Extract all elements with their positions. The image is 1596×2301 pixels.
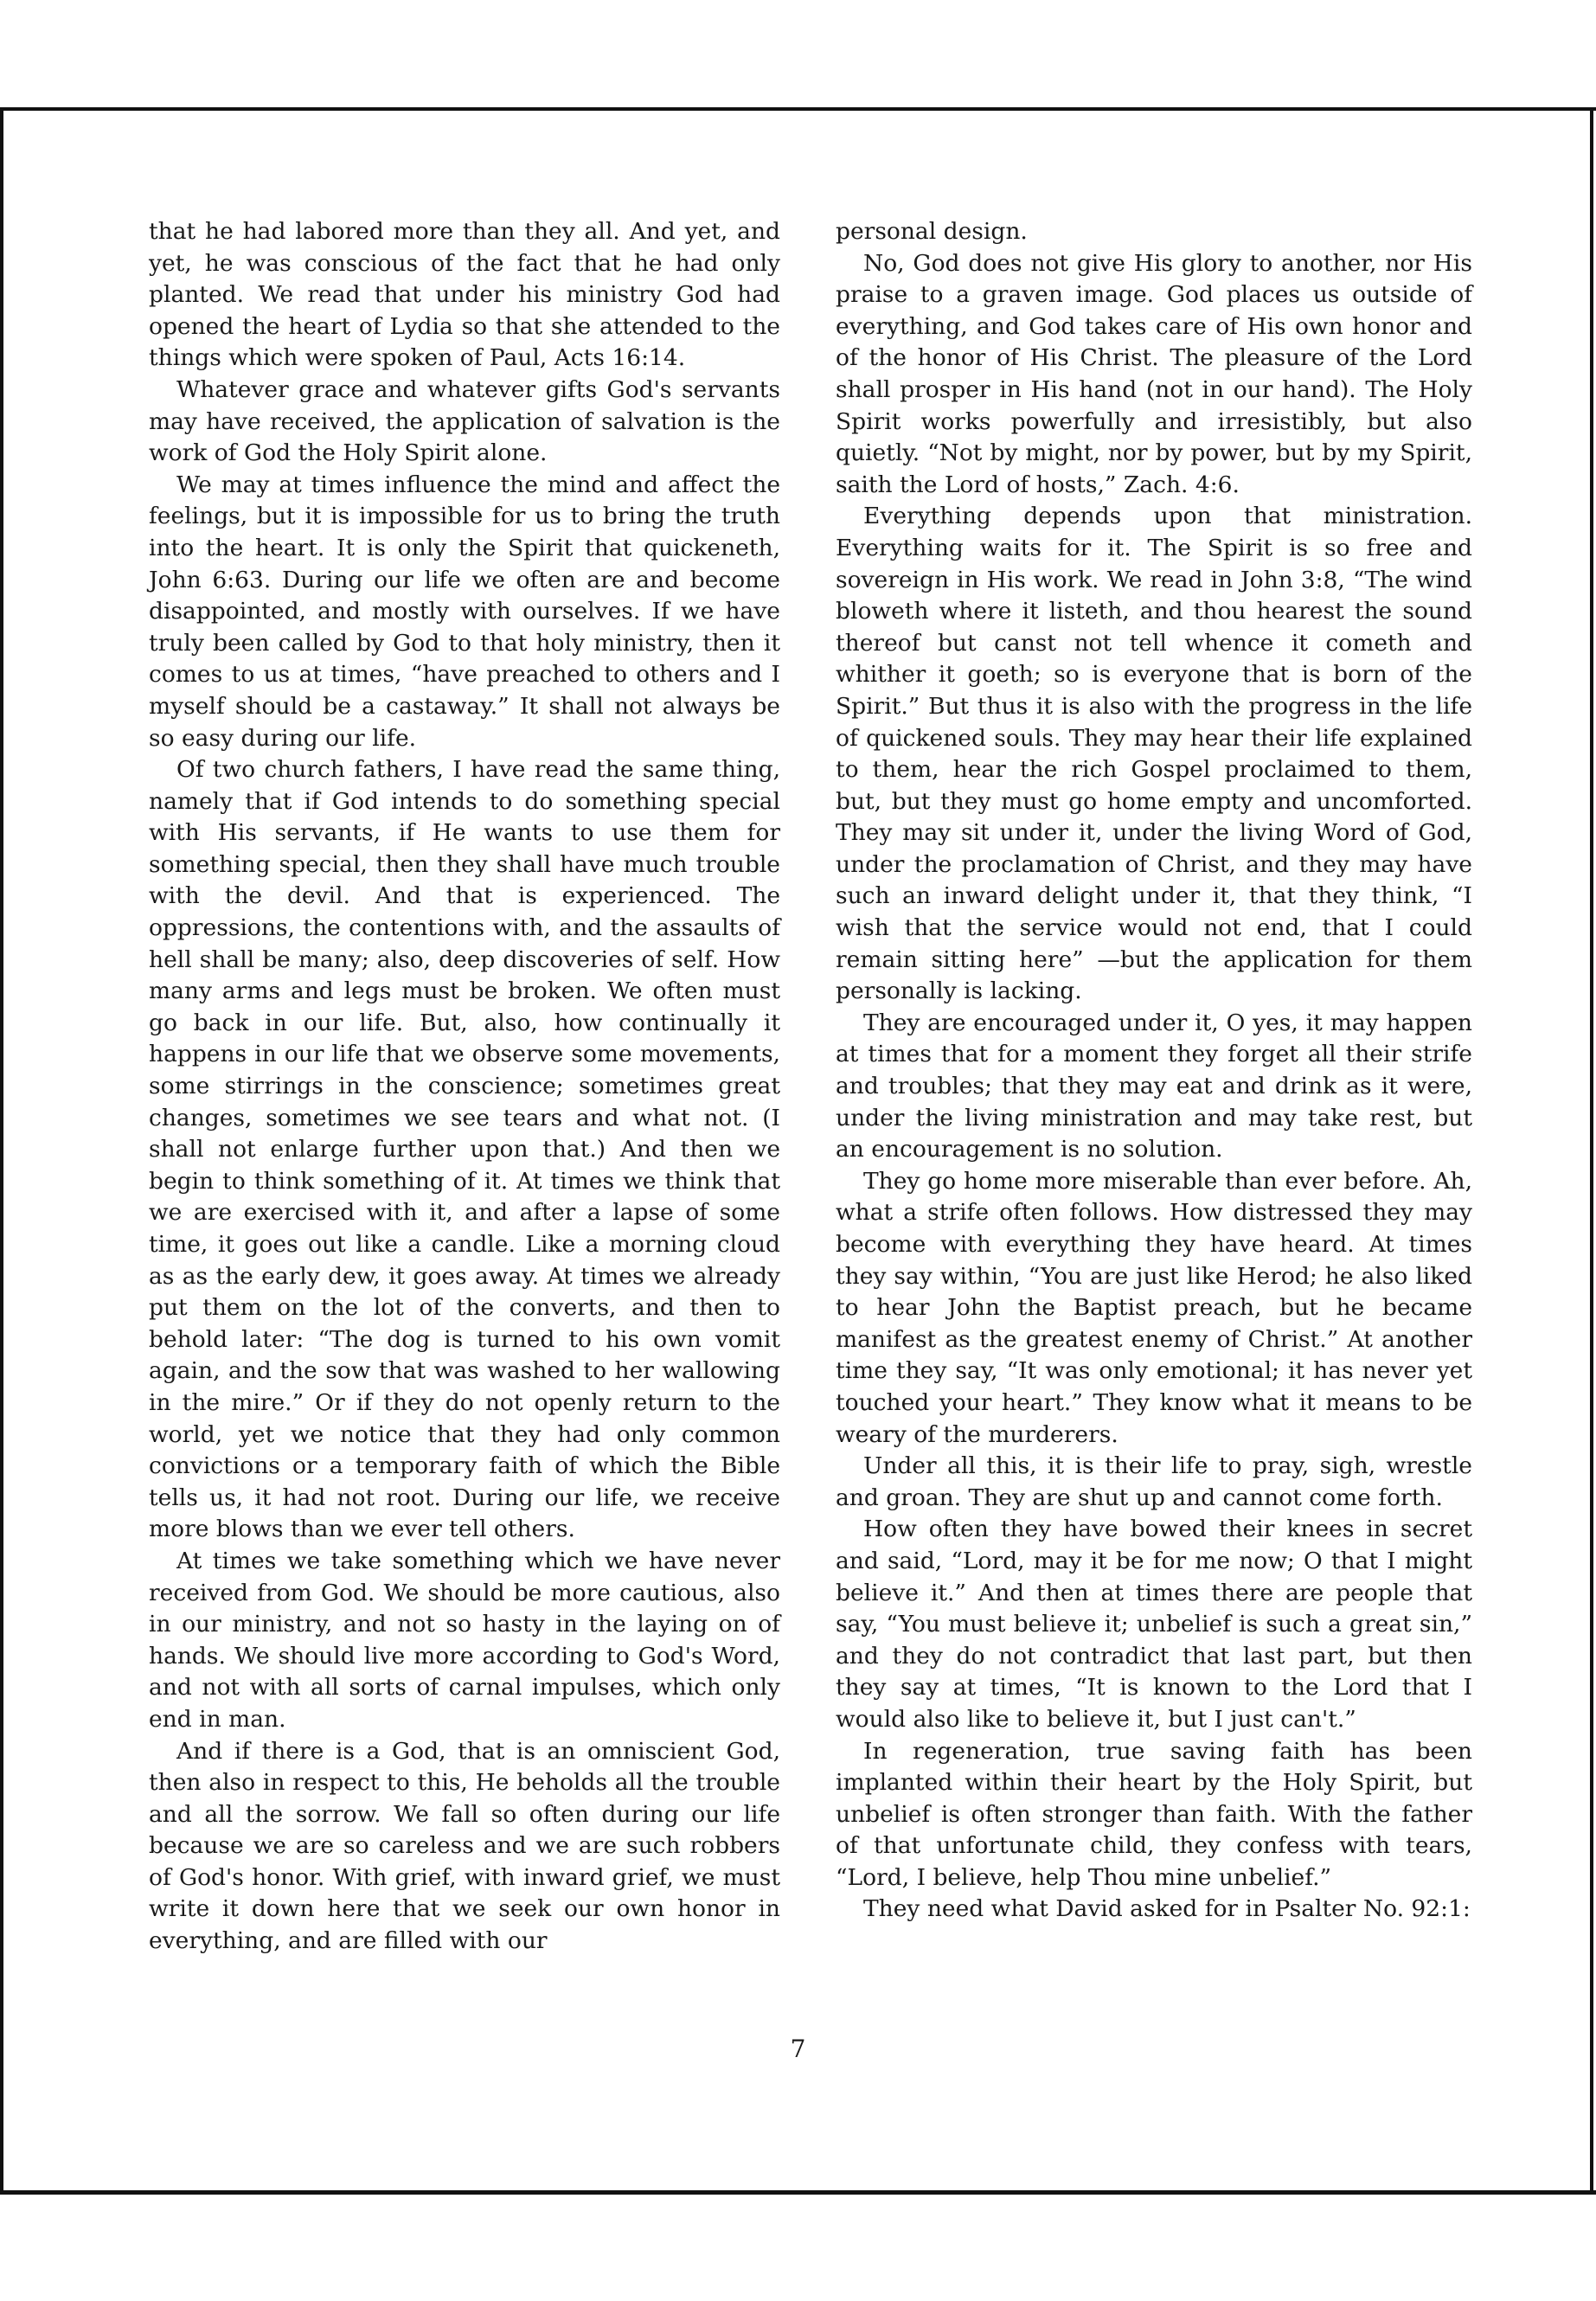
paragraph: They are encouraged under it, O yes, it may happen at times that for a moment they forget all their strife and troubles; that they may eat and drink as it were, under the living ministration and may take rest, but an encouragement is no solution. xyxy=(836,1009,1472,1163)
paragraph: Whatever grace and whatever gifts God's servants may have received, the application of salvation is the work of God the Holy Spirit alone. xyxy=(149,375,780,467)
paragraph: Under all this, it is their life to pray, sigh, wrestle and groan. They are shut up and cannot come forth. xyxy=(836,1452,1472,1511)
bottom-border-line xyxy=(0,2190,1596,2195)
left-border-line xyxy=(0,107,3,2195)
paragraph: personal design. xyxy=(836,218,1028,245)
page-number: 7 xyxy=(790,2035,806,2063)
top-border-line xyxy=(0,107,1596,111)
paragraph: They need what David asked for in Psalter No. 92:1: xyxy=(863,1895,1471,1923)
paragraph: No, God does not give His glory to another, nor His praise to a graven image. God places us outside of everything, and God takes care of His own honor and of the honor of His Christ. The pleasure of the Lord shall prosper in His hand (not in our hand). The Holy Spirit works powerfully and irresistibly, but also quietly. “Not by might, nor by power, but by my Spirit, saith the Lord of hosts,” Zach. 4:6. xyxy=(836,249,1472,498)
paragraph: In regeneration, true saving faith has been implanted within their heart by the Holy Spirit, but unbelief is often stronger than faith. With the father of that unfortunate child, they confess with tears, “Lord, I believe, help Thou mine unbelief.” xyxy=(836,1737,1472,1891)
paragraph: Of two church fathers, I have read the same thing, namely that if God intends to do something special with His servants, if He wants to use them for something special, then they shall have much trouble with the devil. And that is experienced. The oppressions, the contentions with, and the assaults of hell shall be many; also, deep discoveries of self. How many arms and legs must be broken. We often must go back in our life. But, also, how continually it happens in our life that we observe some movements, some stirrings in the conscience; sometimes great changes, sometimes we see tears and what not. (I shall not enlarge further upon that.) And then we begin to think something of it. At times we think that we are exercised with it, and after a lapse of some time, it goes out like a candle. Like a morning cloud as as the early dew, it goes away. At times we already put them on the lot of the converts, and then to behold later: “The dog is turned to his own vomit again, and the sow that was washed to her wallowing in the mire.” Or if they do not openly return to the world, yet we notice that they had only common convictions or a temporary faith of which the Bible tells us, it had not root. During our life, we receive more blows than we ever tell others. xyxy=(149,756,780,1543)
paragraph: We may at times influence the mind and affect the feelings, but it is impossible for us to bring the truth into the heart. It is only the Spirit that quickeneth, John 6:63. During our life we often are and become disappointed, and mostly with ourselves. If we have truly been called by God to that holy ministry, then it comes to us at times, “have preached to others and I myself should be a castaway.” It shall not always be so easy during our life. xyxy=(149,471,780,752)
paragraph: Everything depends upon that ministration. Everything waits for it. The Spirit is so free and sovereign in His work. We read in John 3:8, “The wind bloweth where it listeth, and thou hearest the sound thereof but canst not tell whence it cometh and whither it goeth; so is everyone that is born of the Spirit.” But thus it is also with the progress in the life of quickened souls. They may hear their life explained to them, hear the rich Gospel proclaimed to them, but, but they must go home empty and uncomforted. They may sit under it, under the living Word of God, under the proclamation of Christ, and they may have such an inward delight under it, that they think, “I wish that the service would not end, that I could remain sitting here” —but the application for them personally is lacking. xyxy=(836,503,1472,1005)
right-border-line xyxy=(1590,107,1593,2195)
paragraph: How often they have bowed their knees in secret and said, “Lord, may it be for me now; O that I might believe it.” And then at times there are people that say, “You must believe it; unbelief is such a great sin,” and they do not contradict that last part, but then they say at times, “It is known to the Lord that I would also like to believe it, but I just can't.” xyxy=(836,1516,1472,1733)
left-text-column xyxy=(149,216,780,1958)
right-text-column xyxy=(836,216,1472,1926)
paragraph: And if there is a God, that is an omniscient God, then also in respect to this, He beholds all the trouble and all the sorrow. We fall so often during our life because we are so careless and we are such robbers of God's honor. With grief, with inward grief, we must write it down here that we seek our own honor in everything, and are filled with our xyxy=(149,1737,780,1955)
paragraph: that he had labored more than they all. And yet, and yet, he was conscious of the fact that he had only planted. We read that under his ministry God had opened the heart of Lydia so that she attended to the things which were spoken of Paul, Acts 16:14. xyxy=(149,218,780,372)
paragraph: At times we take something which we have never received from God. We should be more cautious, also in our ministry, and not so hasty in the laying on of hands. We should live more according to God's Word, and not with all sorts of carnal impulses, which only end in man. xyxy=(149,1547,780,1733)
paragraph: They go home more miserable than ever before. Ah, what a strife often follows. How distressed they may become with everything they have heard. At times they say within, “You are just like Herod; he also liked to hear John the Baptist preach, but he became manifest as the greatest enemy of Christ.” At another time they say, “It was only emotional; it has never yet touched your heart.” They know what it means to be weary of the murderers. xyxy=(836,1167,1472,1448)
